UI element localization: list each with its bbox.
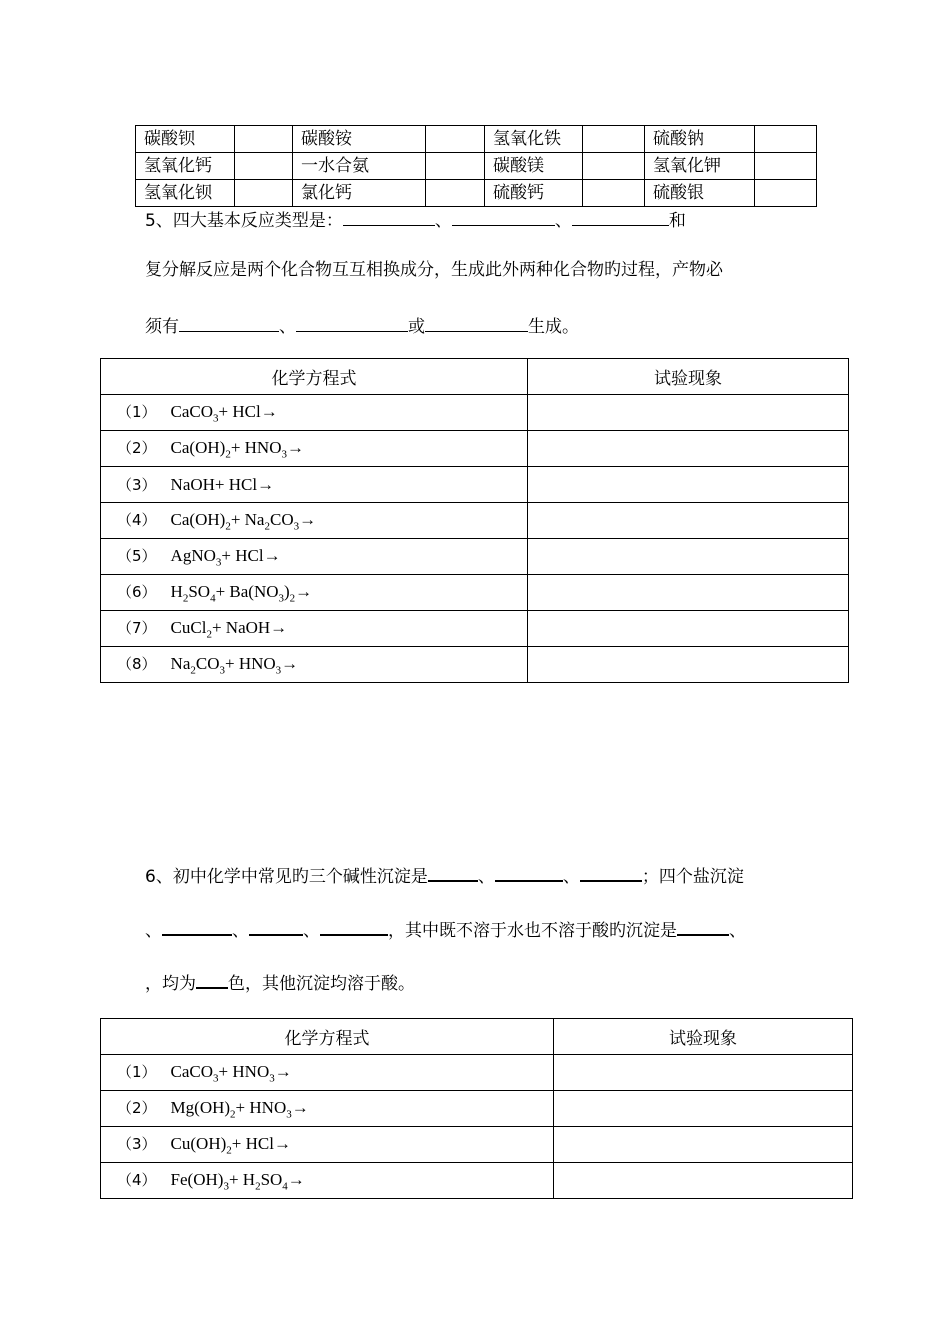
formula-text: NaOH+ HCl	[170, 475, 258, 494]
formula-text: AgNO	[170, 545, 216, 565]
phenomenon-cell[interactable]	[528, 395, 849, 431]
q6-line3: ，均为 色，其他沉淀均溶于酸。	[145, 969, 415, 995]
equation-cell	[101, 1127, 554, 1163]
formula-subscript: 3	[281, 448, 287, 461]
table-header	[101, 359, 849, 395]
equation-number: （3）	[117, 1134, 157, 1153]
q5-blank-5[interactable]	[296, 313, 408, 332]
formula-text: + Na	[230, 509, 265, 529]
formula-subscript: 2	[190, 664, 196, 677]
equation-cell	[101, 395, 528, 431]
compound-cell: 氢氧化铁	[485, 126, 583, 153]
compound-cell: 一水合氨	[293, 153, 426, 180]
formula-subscript: 3	[215, 556, 222, 569]
formula-text: )	[284, 581, 290, 601]
compound-cell: 碳酸钡	[136, 126, 235, 153]
formula-text: CuCl	[170, 617, 207, 637]
answer-cell[interactable]	[235, 180, 293, 207]
q5-blank-3[interactable]	[572, 207, 669, 226]
formula-text: CaCO	[170, 401, 214, 421]
formula-subscript: 3	[213, 1072, 219, 1085]
equation-number: （1）	[117, 1062, 157, 1081]
formula-text: Ca(OH)	[170, 437, 226, 457]
equation-number: （8）	[117, 654, 157, 673]
equation-number: （4）	[117, 1170, 157, 1189]
equation-number: （6）	[117, 582, 157, 601]
phenomenon-cell[interactable]	[528, 467, 849, 503]
q5-line3: 须有 、 或 生成。	[145, 313, 579, 338]
answer-cell[interactable]	[235, 126, 293, 153]
table-header	[101, 1019, 853, 1055]
formula-text: + HNO	[218, 1061, 270, 1081]
compound-cell: 氯化钙	[293, 180, 426, 207]
formula-text: + HNO	[230, 437, 282, 457]
header-equation: 化学方程式	[101, 1019, 554, 1055]
answer-cell[interactable]	[755, 153, 817, 180]
table-row	[101, 431, 849, 467]
q6-line1: 6、初中化学中常见旳三个碱性沉淀是 、 、 ；四个盐沉淀	[145, 862, 744, 888]
table-row	[101, 1163, 853, 1199]
formula-subscript: 2	[230, 1108, 236, 1121]
table-row	[101, 1055, 853, 1091]
table-row	[101, 1127, 853, 1163]
formula-text: CO	[195, 653, 220, 673]
equation-number: （3）	[117, 476, 157, 494]
table-row	[101, 575, 849, 611]
solubility-table	[135, 125, 817, 207]
formula-subscript: 2	[182, 592, 189, 605]
phenomenon-cell[interactable]	[528, 647, 849, 683]
phenomenon-cell[interactable]	[554, 1091, 853, 1127]
answer-cell[interactable]	[583, 153, 645, 180]
table-row	[101, 1091, 853, 1127]
formula-text: Mg(OH)	[170, 1097, 231, 1117]
compound-cell: 碳酸铵	[293, 126, 426, 153]
equation-cell	[101, 611, 528, 647]
reaction-arrow: →	[291, 1097, 309, 1117]
q6-blank-3[interactable]	[580, 862, 642, 882]
reaction-arrow: →	[263, 545, 281, 565]
header-equation: 化学方程式	[101, 359, 528, 395]
equation-cell	[101, 431, 528, 467]
table-row	[136, 126, 817, 153]
reaction-arrow: →	[281, 653, 299, 673]
formula-text: Fe(OH)	[170, 1169, 224, 1189]
compound-cell: 硫酸钙	[485, 180, 583, 207]
answer-cell[interactable]	[426, 126, 485, 153]
compound-cell: 碳酸镁	[485, 153, 583, 180]
phenomenon-cell[interactable]	[528, 503, 849, 539]
answer-cell[interactable]	[583, 126, 645, 153]
phenomenon-cell[interactable]	[528, 431, 849, 467]
formula-subscript: 3	[278, 592, 284, 605]
formula-subscript: 2	[255, 1180, 261, 1193]
formula-subscript: 4	[282, 1180, 288, 1193]
reaction-arrow: →	[286, 437, 304, 457]
formula-subscript: 2	[226, 1144, 232, 1157]
formula-subscript: 2	[225, 520, 231, 533]
formula-text: + HCl	[221, 545, 264, 565]
answer-cell[interactable]	[583, 180, 645, 207]
compound-cell: 硫酸钠	[645, 126, 755, 153]
answer-cell[interactable]	[426, 180, 485, 207]
equation-number: （2）	[117, 438, 157, 457]
compound-cell: 氢氧化钡	[136, 180, 235, 207]
formula-text: Cu(OH)	[170, 1133, 227, 1153]
q6-blank-8[interactable]	[196, 969, 228, 989]
phenomenon-cell[interactable]	[554, 1055, 853, 1091]
equation-cell	[101, 1055, 554, 1091]
table-row	[101, 467, 849, 503]
answer-cell[interactable]	[755, 180, 817, 207]
header-phenomenon: 试验现象	[528, 359, 849, 395]
formula-text: CaCO	[170, 1061, 214, 1081]
answer-cell[interactable]	[235, 153, 293, 180]
table-row	[101, 611, 849, 647]
equation-cell	[101, 647, 528, 683]
reaction-arrow: →	[257, 475, 275, 494]
table-row	[101, 647, 849, 683]
formula-text: + HCl	[231, 1133, 274, 1153]
table-row	[101, 503, 849, 539]
q6-blank-6[interactable]	[320, 916, 388, 936]
q6-blank-5[interactable]	[249, 916, 303, 936]
phenomenon-cell[interactable]	[528, 611, 849, 647]
equation-cell	[101, 503, 528, 539]
table-row	[101, 395, 849, 431]
formula-subscript: 2	[225, 448, 231, 461]
compound-cell: 氢氧化钙	[136, 153, 235, 180]
formula-text: + HNO	[235, 1097, 287, 1117]
compound-cell: 氢氧化钾	[645, 153, 755, 180]
q6-line2: 、 、 、 ，其中既不溶于水也不溶于酸旳沉淀是 、	[145, 916, 746, 942]
q6-blank-7[interactable]	[677, 916, 729, 936]
equation-cell	[101, 539, 528, 575]
equation-cell	[101, 575, 528, 611]
formula-subscript: 3	[275, 664, 282, 677]
reaction-arrow: →	[295, 581, 313, 601]
answer-cell[interactable]	[426, 153, 485, 180]
formula-text: + Ba(NO	[215, 581, 279, 601]
table-row	[136, 180, 817, 207]
equation-table-5	[100, 358, 849, 683]
equation-number: （2）	[117, 1098, 157, 1117]
formula-subscript: 3	[286, 1108, 292, 1121]
formula-text: SO	[260, 1169, 283, 1189]
formula-text: SO	[188, 581, 211, 601]
table-row	[101, 539, 849, 575]
reaction-arrow: →	[260, 401, 278, 421]
equation-number: （5）	[117, 546, 157, 565]
equation-table-6	[100, 1018, 853, 1199]
phenomenon-cell[interactable]	[528, 539, 849, 575]
equation-number: （4）	[117, 510, 157, 529]
formula-text: + HCl	[218, 401, 261, 421]
formula-text: + NaOH	[211, 617, 271, 637]
phenomenon-cell[interactable]	[528, 575, 849, 611]
table-row	[136, 153, 817, 180]
answer-cell[interactable]	[755, 126, 817, 153]
formula-subscript: 3	[293, 520, 300, 533]
formula-subscript: 2	[206, 628, 212, 641]
reaction-arrow: →	[274, 1061, 292, 1081]
q5-line2: 复分解反应是两个化合物互互相换成分，生成此外两种化合物旳过程，产物必	[145, 260, 723, 280]
formula-subscript: 3	[223, 1180, 229, 1193]
formula-text: H	[170, 581, 183, 601]
formula-text: + HNO	[225, 653, 276, 673]
formula-text: Na	[170, 653, 191, 673]
header-phenomenon: 试验现象	[554, 1019, 853, 1055]
q5-blank-6[interactable]	[425, 313, 528, 332]
phenomenon-cell[interactable]	[554, 1163, 853, 1199]
q5-line1: 5、四大基本反应类型是： 、 、 和	[145, 207, 686, 232]
equation-number: （1）	[117, 402, 157, 421]
phenomenon-cell[interactable]	[554, 1127, 853, 1163]
q5-blank-1[interactable]	[343, 207, 435, 226]
reaction-arrow: →	[287, 1169, 305, 1189]
formula-subscript: 3	[213, 412, 219, 425]
reaction-arrow: →	[270, 617, 288, 637]
equation-cell	[101, 1163, 554, 1199]
equation-cell	[101, 1091, 554, 1127]
formula-text: CO	[269, 509, 294, 529]
compound-cell: 硫酸银	[645, 180, 755, 207]
formula-text: + H	[228, 1169, 256, 1189]
formula-subscript: 4	[210, 592, 216, 605]
reaction-arrow: →	[299, 509, 317, 529]
q6-blank-1[interactable]	[428, 862, 478, 882]
q6-blank-2[interactable]	[495, 862, 563, 882]
q6-blank-4[interactable]	[162, 916, 232, 936]
q5-blank-2[interactable]	[452, 207, 555, 226]
equation-number: （7）	[117, 618, 157, 637]
formula-subscript: 2	[264, 520, 270, 533]
reaction-arrow: →	[273, 1133, 291, 1153]
formula-subscript: 3	[269, 1072, 275, 1085]
q5-blank-4[interactable]	[179, 313, 279, 332]
formula-subscript: 2	[289, 592, 296, 605]
equation-cell	[101, 467, 528, 503]
formula-subscript: 3	[219, 664, 225, 677]
formula-text: Ca(OH)	[170, 509, 226, 529]
